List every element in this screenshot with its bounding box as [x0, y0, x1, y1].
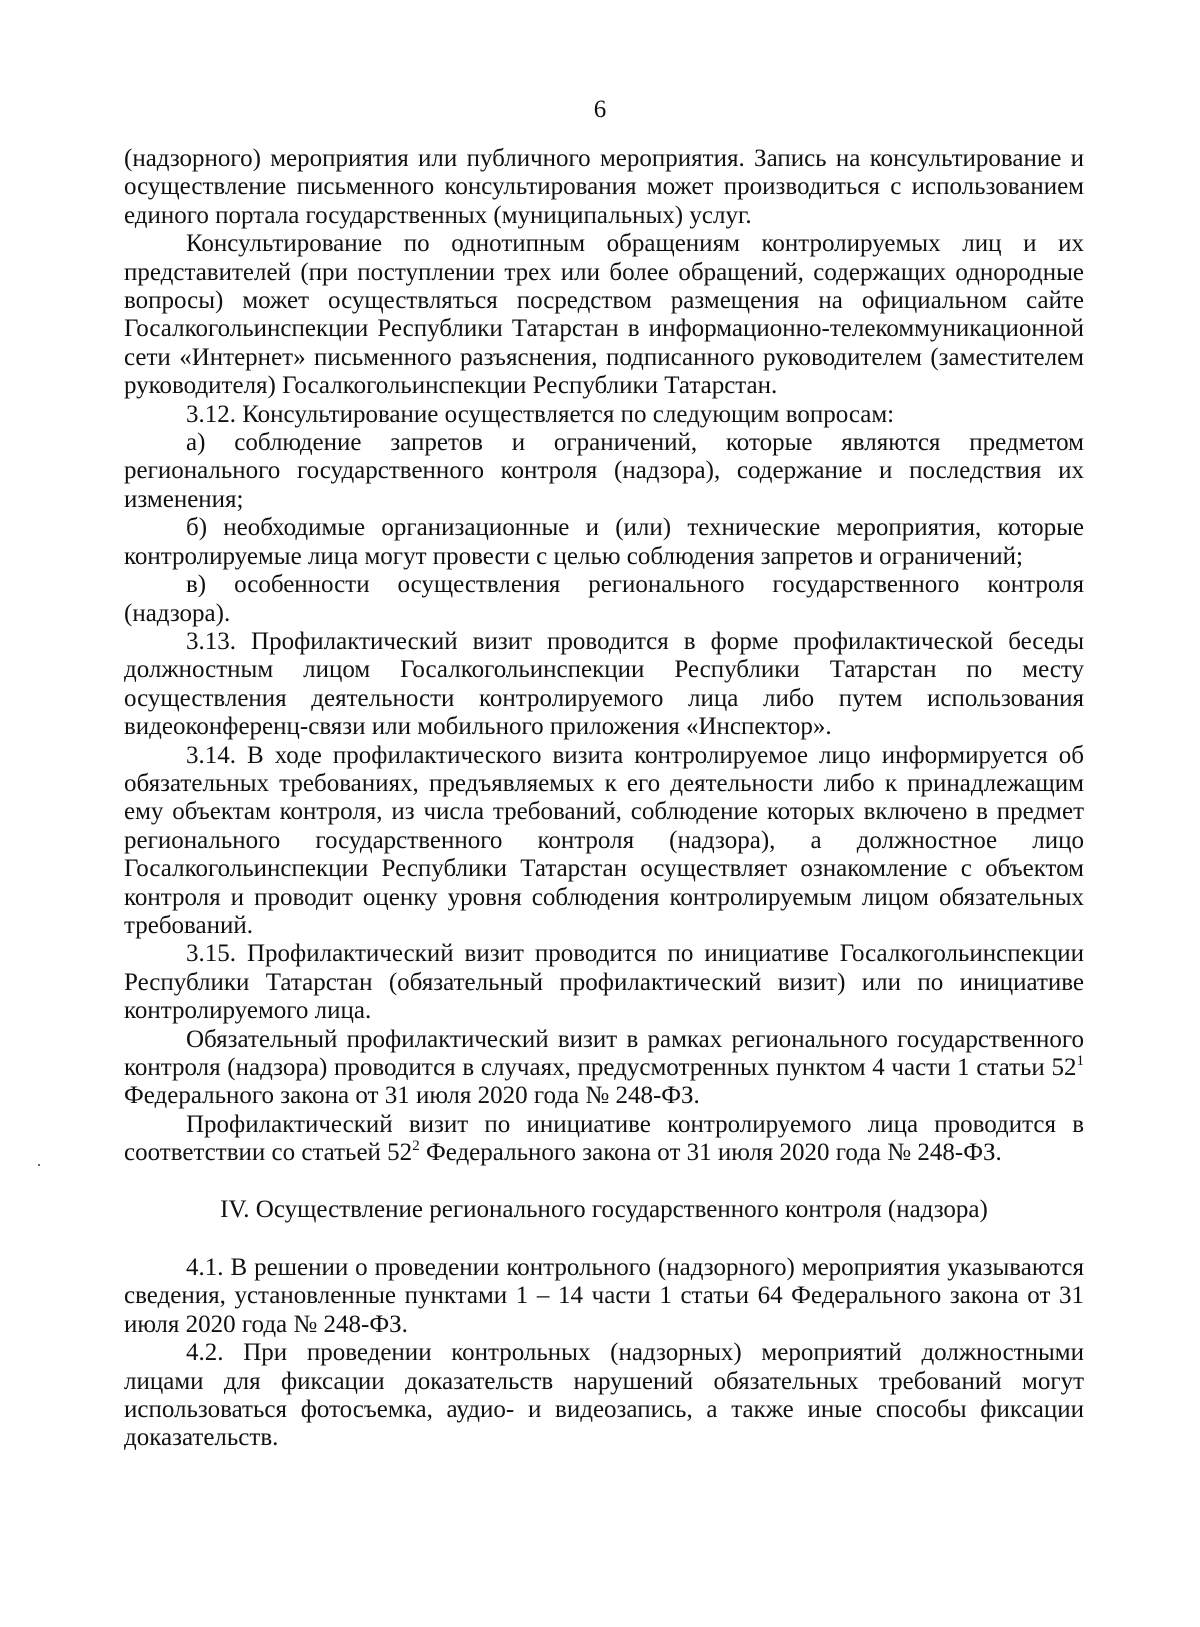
article-superscript: 2 [412, 1138, 420, 1155]
section-title: IV. Осуществление регионального государственного контроля (надзора) [220, 1195, 988, 1223]
initiative-visit-text: Профилактический визит по инициативе контролируемого лица проводится в соответствии со статьей 52 [124, 1110, 1084, 1167]
paragraph-3-14: 3.14. В ходе профилактического визита контролируемое лицо информируется об обязательных требованиях, предъявляемых к его деятельности либо к принадлежащим ему объектам контроля, из числа требований, соблюдение которых включено в предмет регионального государственного контроля (надзора), а должностное лицо Госалкогольинспекции Республики Татарстан осуществляет ознакомление с объектом контроля и проводит оценку уровня соблюдения контролируемым лицом обязательных требований. [124, 741, 1084, 939]
paragraph-4-2: 4.2. При проведении контрольных (надзорных) мероприятий должностными лицами для фиксации доказательств нарушений обязательных требований могут использоваться фотосъемка, аудио- и видеозапись, а также иные способы фиксации доказательств. [124, 1339, 1084, 1452]
list-item-a: а) соблюдение запретов и ограничений, которые являются предметом регионального государственного контроля (надзора), содержание и последствия их изменения; [124, 429, 1084, 513]
paragraph-mandatory-visit [124, 1026, 1084, 1111]
mandatory-visit-text: Обязательный профилактический визит в рамках регионального государственного контроля (надзора) проводится в случаях, предусмотренных пунктом 4 части 1 статьи 52 [124, 1025, 1084, 1081]
list-item-b: б) необходимые организационные и (или) технические мероприятия, которые контролируемые лица могут провести с целью соблюдения запретов и ограничений; [124, 514, 1084, 570]
mandatory-visit-law: Федерального закона от 31 июля 2020 года № 248-ФЗ. [124, 1082, 700, 1110]
paragraph-consultation-similar-requests: Консультирование по однотипным обращениям контролируемых лиц и их представителей (при поступлении трех или более обращений, содержащих однородные вопросы) может осуществляться посредством размещения на официальном сайте Госалкогольинспекции Республики Татарстан в информационно-телекоммуникационной сети «Интернет» письменного разъяснения, подписанного руководителем (заместителем руководителя) Госалкогольинспекции Республики Татарстан. [124, 230, 1084, 400]
scan-speck [38, 1164, 40, 1166]
initiative-visit-law: Федерального закона от 31 июля 2020 года № 248-ФЗ. [419, 1139, 1002, 1167]
paragraph-initiative-visit [124, 1111, 1084, 1168]
paragraph-3-15: 3.15. Профилактический визит проводится по инициативе Госалкогольинспекции Республики Татарстан (обязательный профилактический визит) или по инициативе контролируемого лица. [124, 940, 1084, 1025]
article-superscript: 1 [1076, 1053, 1084, 1069]
document-body [124, 145, 1084, 1453]
paragraph-consultation-continued: (надзорного) мероприятия или публичного мероприятия. Запись на консультирование и осуществление письменного консультирования может производиться с использованием единого портала государственных (муниципальных) услуг. [124, 145, 1084, 229]
list-item-v: в) особенности осуществления регионального государственного контроля (надзора). [124, 571, 1084, 627]
paragraph-4-1: 4.1. В решении о проведении контрольного (надзорного) мероприятия указываются сведения, установленные пунктами 1 – 14 части 1 статьи 64 Федерального закона от 31 июля 2020 года № 248-ФЗ. [124, 1254, 1084, 1338]
paragraph-3-13: 3.13. Профилактический визит проводится в форме профилактической беседы должностным лицом Госалкогольинспекции Республики Татарстан по месту осуществления деятельности контролируемого лица либо путем использования видеоконференц-связи или мобильного приложения «Инспектор». [124, 627, 1084, 741]
page-number: 6 [593, 96, 607, 123]
paragraph-3-12: 3.12. Консультирование осуществляется по следующим вопросам: [186, 400, 895, 428]
